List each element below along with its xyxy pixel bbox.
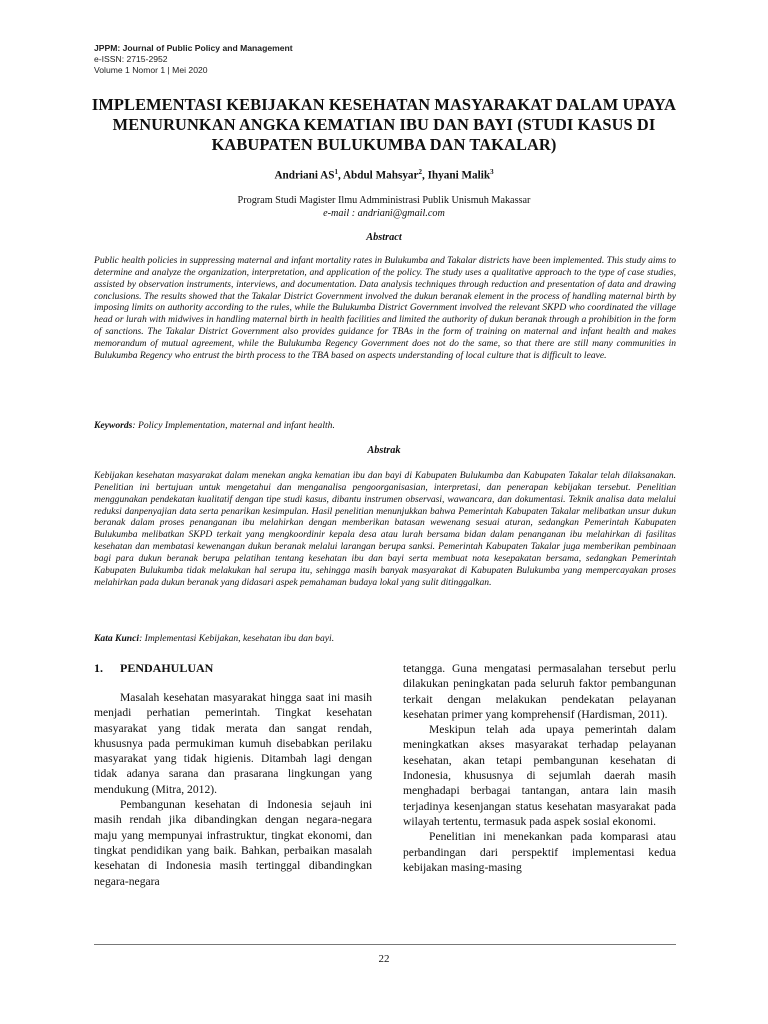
author-list: Andriani $AS^1$, Abdul Mahsyar$^2$, Ihyani Malik$^3$ [274, 168, 494, 182]
author-sup: 2 [418, 168, 422, 176]
affiliation: Program Studi Magister Ilmu Admministrasi Publik Unismuh Makassar [237, 195, 531, 206]
kata-kunci-text: : Implementasi Kebijakan, kesehatan ibu dan bayi. [139, 633, 335, 644]
journal-issn: e-ISSN: 2715-2952 [94, 54, 168, 65]
kata-kunci-line [94, 633, 676, 644]
section-number: 1. [94, 661, 103, 675]
kata-kunci-label: Kata Kunci [94, 633, 140, 644]
keywords-text: : Policy Implementation, maternal and infant health. [132, 420, 335, 431]
paragraph: tetangga. Guna mengatasi permasalahan tersebut perlu dilakukan peningkatan pada seluruh faktor pembangunan terkait dengan melakukan pendekatan pelayanan kesehatan primer yang komprehensif (Hardisman, 2011). [403, 662, 676, 721]
right-column [403, 661, 676, 875]
section-title: PENDAHULUAN [120, 661, 214, 675]
journal-volume: Volume 1 Nomor 1 | Mei 2020 [94, 65, 208, 76]
author-sup: 3 [490, 168, 494, 176]
journal-header [94, 43, 293, 77]
author-name: Andriani AS [274, 169, 335, 182]
page-number: 22 [378, 953, 390, 965]
paragraph: Penelitian ini menekankan pada komparasi atau perbandingan dari perspektif implementasi kedua kebijakan masing-masing [403, 830, 676, 874]
abstrak-text: Kebijakan kesehatan masyarakat dalam menekan angka kematian ibu dan bayi di Kabupaten Bulukumba dan Kabupaten Takalar telah dilaksanakan. Penelitian ini bertujuan untuk mengetahui dan menganalisa pengoorganisasian, interpretasi, dan penerapan kebijakan tersebut. Penelitian menggunakan pendekatan kualitatif dengan tipe studi kasus, dibantu instrumen observasi, wawancara, dan dokumentasi. Teknik analisa data melalui reduksi danpenyajian data serta penarikan kesimpulan. Hasil penelitian menunjukkan bahwa Pemerintah Kabupaten Takalar melibatkan unsur dukun beranak dalam proses penanganan ibu melahirkan dengan memberikan batasan wewenang sesuai aturan, sedangkan Pemerintah Kabupaten Bulukumba melibatkan SKPD terkait yang mengkoordinir kepala desa atau lurah bersama bidan dalam penanganan ibu melahirkan di fasilitas kesehatan dan membatasi kewenangan dukun beranak melalui larangan berupa sanksi. Pemerintah Kabupaten Takalar juga memberikan pembinaan bagi para dukun beranak berupa pelatihan tentang kesehatan ibu dan bayi serta membuat nota kesepakatan bersama, sedangkan Pemerintah Kabupaten Bulukumba tidak melakukan hal serupa itu, sehingga masih banyak masyarakat di Kabupaten Bulukumba yang mempercayakan proses melahirkan pada dukun beranak yang didasari aspek pemahaman budaya lokal yang sulit ditinggalkan. [94, 470, 676, 588]
affiliation-block [78, 194, 690, 220]
paragraph: Masalah kesehatan masyarakat hingga saat ini masih menjadi perhatian pemerintah. Tingkat kesehatan masyarakat yang tidak merata dan sangat rendah, khususnya pada permukiman kumuh disebabkan perilaku masyarakat yang tidak higienis. Ditambah lagi dengan tidak adanya sarana dan prasarana lingkungan yang mendukung (Mitra, 2012). [94, 691, 372, 796]
author-name: Abdul Mahsyar [342, 169, 419, 182]
abstract-heading: Abstract [366, 232, 402, 243]
paragraph: Meskipun telah ada upaya pemerintah dalam meningkatkan akses masyarakat terhadap pelayanan kesehatan, akan tetapi pembangunan kesehatan di Indonesia, khususnya di sejumlah daerah masih menghadapi berbagai tantangan, antara lain masih terjadinya kesenjangan status kesehatan masyarakat pada wilayah tertentu, termasuk pada aspek sosial ekonomi. [403, 723, 676, 828]
paper-title: IMPLEMENTASI KEBIJAKAN KESEHATAN MASYARAKAT DALAM UPAYA MENURUNKAN ANGKA KEMATIAN IBU DAN BAYI (STUDI KASUS DI KABUPATEN BULUKUMBA DAN TAKALAR) [91, 95, 677, 154]
footer-rule [94, 944, 676, 945]
author-email: e-mail : andriani@gmail.com [323, 208, 445, 219]
paragraph: Pembangunan kesehatan di Indonesia sejauh ini masih rendah jika dibandingkan dengan negara-negara maju yang mempunyai infrastruktur, tingkat ekonomi, dan tingkat pendidikan yang baik. Bahkan, perbaikan masalah kesehatan di Indonesia masih tertinggal dibandingkan negara-negara [94, 798, 372, 888]
journal-name: JPPM: Journal of Public Policy and Management [94, 43, 293, 53]
keywords-label: Keywords [94, 420, 133, 431]
section-heading [94, 661, 213, 676]
author-name: Ihyani Malik [427, 169, 491, 182]
author-sup: 1 [334, 168, 338, 176]
keywords-line [94, 420, 676, 431]
abstract-text: Public health policies in suppressing maternal and infant mortality rates in Bulukumba and Takalar districts have been implemented. This study aims to determine and analyze the organization, interpretation, and application of the policy. The study uses a qualitative approach to the type of case studies, assisted by observation instruments, interviews, and documentation. Data analysis techniques through reduction and presentation of data and drawing conclusions. The results showed that the Takalar District Government involved the dukun beranak element in the process of handling maternal birth by imposing limits on authority according to the rules, while the Bulukumba District Government involved the relevant SKPD who coordinated the village head or lurah with midwives in handling maternal birth in health facilities and limited the authority of dukun beranak through a prohibition in the form of sanctions. The Takalar District Government also provides guidance for TBAs in the form of training on maternal and infant health and makes memorandum of mutual agreement, while the Bulukumba Regency Government does not do the same, so that there are still many communities in Bulukumba Regency who entrust the birth process to the TBA based on aspects understanding of local culture that is difficult to leave. [94, 255, 676, 361]
abstrak-heading: Abstrak [367, 445, 401, 456]
left-column [94, 690, 372, 889]
